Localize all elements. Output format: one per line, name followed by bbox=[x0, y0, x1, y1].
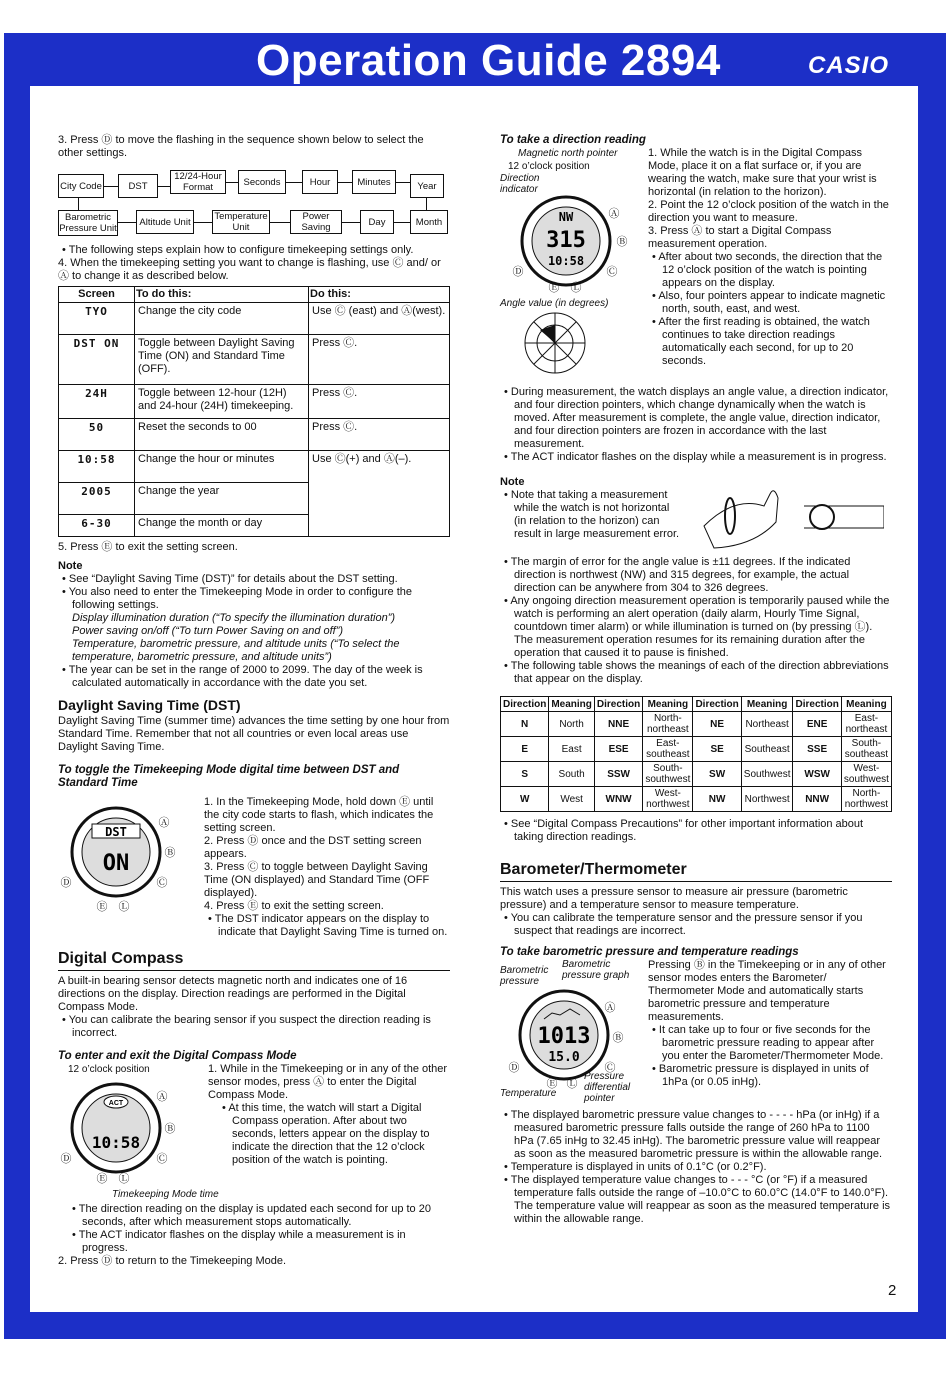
note-item: • Note that taking a measurement while the watch is not horizontal (in relation to the horizon) can result in large measurement error. bbox=[504, 489, 680, 540]
note-text: You also need to enter the Timekeeping Mode in order to configure the following settings. bbox=[68, 586, 412, 611]
label-baro-graph: Barometric pressure graph bbox=[562, 959, 630, 981]
flow-pressure-unit: Barometric Pressure Unit bbox=[59, 212, 117, 234]
direction-meaning-cell: Northeast bbox=[741, 712, 793, 737]
svg-text:Ⓓ: Ⓓ bbox=[60, 1153, 72, 1165]
flow-city-code: City Code bbox=[58, 174, 104, 198]
flow-arrow bbox=[194, 222, 212, 223]
svg-text:DST: DST bbox=[105, 825, 127, 839]
svg-text:10:58: 10:58 bbox=[91, 1133, 141, 1152]
watch-icon bbox=[500, 195, 638, 293]
baro-section bbox=[500, 959, 892, 1109]
flow-arrow bbox=[104, 186, 118, 187]
direction-section bbox=[500, 147, 892, 380]
flow-arrow bbox=[226, 182, 238, 183]
direction-meaning-cell: Meaning bbox=[741, 697, 793, 712]
svg-text:Ⓛ: Ⓛ bbox=[118, 901, 130, 913]
enter-bullet: • The ACT indicator flashes on the display while a measurement is in progress. bbox=[72, 1229, 406, 1254]
svg-text:Ⓑ: Ⓑ bbox=[164, 847, 176, 859]
note-italic: Power saving on/off (“To turn Power Saving on and off”) bbox=[72, 625, 344, 637]
direction-code-cell: ESE bbox=[594, 737, 642, 762]
screen-cell: 50 bbox=[59, 419, 135, 451]
dst-section bbox=[58, 796, 450, 939]
svg-text:Ⓔ: Ⓔ bbox=[96, 901, 108, 913]
baro-more-text: The displayed temperature value changes to - - - °C (or °F) if a measured temperature falls outside the range of –10.0°C to 60.0°C (14.0°F to 140.0°F). The temperature value will reappear as soon as the measured temperature is within the allowable range. bbox=[510, 1174, 891, 1225]
enter-section bbox=[58, 1063, 450, 1201]
direction-meaning-cell: Northwest bbox=[741, 787, 793, 812]
note-item: • The year can be set in the range of 2000 to 2099. The day of the week is calculated automatically in accordance with the date you set. bbox=[62, 664, 423, 689]
note-label: Note bbox=[58, 560, 83, 572]
table-row bbox=[59, 303, 450, 335]
direction-step: 1. While the watch is in the Digital Compass Mode, place it on a flat surface or, if you are wearing the watch, make sure that your wrist is horizontal (in relation to the horizon). bbox=[648, 147, 877, 198]
baro-reading-heading: To take barometric pressure and temperature readings bbox=[500, 946, 799, 958]
left-column bbox=[58, 134, 450, 1268]
act-bullet: • The ACT indicator flashes on the display while a measurement is in progress. bbox=[504, 451, 887, 463]
screen-cell: 6-30 bbox=[59, 515, 135, 537]
screen-cell: TYO bbox=[59, 303, 135, 335]
dst-step: 2. Press Ⓓ once and the DST setting screen appears. bbox=[204, 835, 422, 860]
direction-code-cell: W bbox=[501, 787, 549, 812]
table-row bbox=[501, 787, 892, 812]
page-number: 2 bbox=[888, 1282, 897, 1299]
direction-meaning-cell: North bbox=[549, 712, 595, 737]
direction-meaning-cell: East bbox=[549, 737, 595, 762]
direction-table-body bbox=[501, 697, 892, 812]
svg-text:Ⓛ: Ⓛ bbox=[570, 282, 582, 293]
direction-code-cell: SW bbox=[693, 762, 741, 787]
baro-more-bullet: • Temperature is displayed in units of 0.1°C (or 0.2°F). bbox=[504, 1161, 767, 1173]
enter-bullet-text: The ACT indicator flashes on the display while a measurement is in progress. bbox=[78, 1229, 406, 1254]
flow-arrow bbox=[396, 182, 410, 183]
svg-text:ON: ON bbox=[102, 851, 130, 876]
dst-steps bbox=[198, 796, 450, 939]
table-row bbox=[501, 737, 892, 762]
note-text: Note that taking a measurement while the watch is not horizontal (in relation to the horizon) can result in large measurement error. bbox=[510, 489, 680, 540]
barometer-bullet: • You can calibrate the temperature sensor and the pressure sensor if you suspect that readings are incorrect. bbox=[504, 912, 863, 937]
label-12-oclock: 12 o’clock position bbox=[508, 161, 590, 172]
svg-text:Ⓓ: Ⓓ bbox=[508, 1062, 520, 1074]
watch-icon bbox=[58, 796, 188, 916]
flow-arrow bbox=[78, 198, 79, 210]
direction-meaning-cell: South bbox=[549, 762, 595, 787]
direction-heading: To take a direction reading bbox=[500, 134, 646, 146]
direction-meaning-cell: Southwest bbox=[741, 762, 793, 787]
flow-arrow bbox=[270, 222, 290, 223]
direction-header-row bbox=[501, 697, 892, 712]
direction-meaning-cell: Meaning bbox=[549, 697, 595, 712]
screen-cell: DST ON bbox=[59, 335, 135, 385]
setting-sequence-diagram bbox=[58, 166, 450, 240]
timekeeping-settings-table bbox=[58, 286, 450, 537]
direction-meaning-cell: South-southeast bbox=[841, 737, 891, 762]
note-item: • You also need to enter the Timekeeping Mode in order to configure the following settings. bbox=[62, 586, 412, 611]
note-italic: Display illumination duration (“To specify the illumination duration”) bbox=[72, 612, 396, 624]
dothis-cell: Press Ⓒ. bbox=[309, 385, 450, 419]
flow-arrow bbox=[118, 222, 136, 223]
direction-meaning-cell: Meaning bbox=[643, 697, 693, 712]
barometer-body: This watch uses a pressure sensor to measure air pressure (barometric pressure) and a temperature sensor to measure temperature. bbox=[500, 886, 848, 911]
paused-bullet: • Any ongoing direction measurement operation is temporarily paused while the watch is performing an alert operation (daily alarm, Hourly Time Signal, countdown timer alarm) or while illumination is turned on (by pressing Ⓛ). The measurement operation resumes for its remaining duration after the operation that caused it to pause is finished. bbox=[504, 595, 890, 659]
enter-heading: To enter and exit the Digital Compass Mode bbox=[58, 1050, 297, 1062]
enter-bullet-text: The direction reading on the display is updated each second for up to 20 seconds, after which measurement stops automatically. bbox=[78, 1203, 431, 1228]
label-baro-pressure: Barometric pressure bbox=[500, 965, 549, 987]
direction-code-cell: S bbox=[501, 762, 549, 787]
col-screen: Screen bbox=[59, 287, 135, 303]
todo-cell: Change the city code bbox=[135, 303, 309, 335]
direction-code-cell: Direction bbox=[501, 697, 549, 712]
svg-text:Ⓐ: Ⓐ bbox=[156, 1091, 168, 1103]
flow-12-24: 12/24-Hour Format bbox=[170, 170, 226, 194]
flow-arrow bbox=[394, 222, 410, 223]
compass-bullet: • You can calibrate the bearing sensor if you suspect the direction reading is incorrect. bbox=[62, 1014, 431, 1039]
watch-icon bbox=[58, 1076, 188, 1184]
dothis-cell: Press Ⓒ. bbox=[309, 419, 450, 451]
direction-code-cell: SSE bbox=[793, 737, 841, 762]
flow-temperature-unit: Temperature Unit bbox=[212, 210, 270, 234]
baro-text: Pressing Ⓑ in the Timekeeping or in any of other sensor modes enters the Barometer/ Thermometer Mode and automatically starts barometric pressure and temperature measurements. bbox=[648, 959, 886, 1023]
casio-logo: CASIO bbox=[808, 52, 890, 79]
direction-step: 2. Point the 12 o’clock position of the watch in the direction you want to measure. bbox=[648, 199, 889, 224]
right-column bbox=[500, 134, 892, 1226]
enter-step: 1. While in the Timekeeping or in any of the other sensor modes, press Ⓐ to enter the Digital Compass Mode. bbox=[208, 1063, 448, 1101]
label-angle-value: Angle value (in degrees) bbox=[500, 298, 609, 309]
direction-code-cell: SSW bbox=[594, 762, 642, 787]
label-pressure-pointer: Pressure differential pointer bbox=[584, 1071, 631, 1104]
col-dothis: Do this: bbox=[309, 287, 450, 303]
flow-month: Month bbox=[410, 210, 448, 234]
direction-meaning-cell: East-southeast bbox=[643, 737, 693, 762]
see-text: See “Digital Compass Precautions” for other important information about taking direction readings. bbox=[510, 818, 864, 843]
svg-text:Ⓛ: Ⓛ bbox=[566, 1078, 578, 1089]
compass-heading: Digital Compass bbox=[58, 949, 450, 971]
compass-rose-icon bbox=[500, 310, 610, 376]
direction-code-cell: N bbox=[501, 712, 549, 737]
svg-text:ACT: ACT bbox=[108, 1100, 124, 1107]
direction-code-cell: Direction bbox=[693, 697, 741, 712]
enter-step-text: At this time, the watch will start a Digital Compass operation. After about two seconds, letters appear on the display to indicate the direction that the 12 o’clock position of the watch is pointing. bbox=[228, 1102, 430, 1166]
table-row bbox=[59, 419, 450, 451]
note-label: Note bbox=[500, 476, 525, 488]
direction-code-cell: E bbox=[501, 737, 549, 762]
paused-text: Any ongoing direction measurement operation is temporarily paused while the watch is performing an alert operation (daily alarm, Hourly Time Signal, countdown timer alarm) or while illumination is turned on (by pressing Ⓛ). The measurement operation resumes for its remaining duration after the operation that caused it to pause is finished. bbox=[510, 595, 890, 659]
flow-arrow bbox=[426, 198, 427, 210]
svg-text:Ⓑ: Ⓑ bbox=[164, 1123, 176, 1135]
table-header-row bbox=[59, 287, 450, 303]
note-section bbox=[500, 476, 892, 556]
flow-note: • The following steps explain how to configure timekeeping settings only. bbox=[62, 244, 414, 256]
label-timekeeping-time: Timekeeping Mode time bbox=[112, 1189, 219, 1200]
svg-text:1013: 1013 bbox=[537, 1024, 591, 1049]
direction-step: 3. Press Ⓐ to start a Digital Compass measurement operation. bbox=[648, 225, 832, 250]
direction-bullet: • After about two seconds, the direction that the 12 o’clock position of the watch is pointing appears on the display. bbox=[652, 251, 883, 289]
svg-text:Ⓐ: Ⓐ bbox=[604, 1002, 616, 1014]
dst-heading: Daylight Saving Time (DST) bbox=[58, 697, 241, 713]
svg-text:Ⓒ: Ⓒ bbox=[156, 1153, 168, 1165]
svg-text:Ⓔ: Ⓔ bbox=[548, 282, 560, 293]
direction-table bbox=[500, 696, 892, 812]
direction-meaning-cell: West bbox=[549, 787, 595, 812]
svg-text:Ⓓ: Ⓓ bbox=[60, 877, 72, 889]
direction-code-cell: SE bbox=[693, 737, 741, 762]
step-5: 5. Press Ⓔ to exit the setting screen. bbox=[58, 541, 238, 553]
svg-text:Ⓒ: Ⓒ bbox=[606, 266, 618, 278]
direction-steps bbox=[648, 147, 892, 380]
todo-cell: Toggle between 12-hour (12H) and 24-hour (24H) timekeeping. bbox=[135, 385, 309, 419]
svg-text:15.0: 15.0 bbox=[548, 1050, 580, 1065]
dst-step: 3. Press Ⓒ to toggle between Daylight Saving Time (ON displayed) and Standard Time (OFF displayed). bbox=[204, 861, 430, 899]
direction-meaning-cell: Southeast bbox=[741, 737, 793, 762]
note-text: See “Daylight Saving Time (DST)” for details about the DST setting. bbox=[68, 573, 398, 585]
during-bullet: • During measurement, the watch displays an angle value, a direction indicator, and four direction pointers, which change dynamically when the watch is moved. After measurement is complete, the angle value, direction indicator, and four direction pointers are frozen in accordance with the last measurement. bbox=[504, 386, 889, 450]
direction-code-cell: NNW bbox=[793, 787, 841, 812]
direction-code-cell: NW bbox=[693, 787, 741, 812]
baro-bullet-text: Barometric pressure is displayed in units of 1hPa (or 0.05 inHg). bbox=[658, 1063, 869, 1088]
direction-bullet-text: After the first reading is obtained, the watch continues to take direction readings automatically each second, for up to 20 seconds. bbox=[658, 316, 870, 367]
dst-step: 4. Press Ⓔ to exit the setting screen. bbox=[204, 900, 384, 912]
flow-arrow bbox=[338, 182, 352, 183]
note-item: • See “Daylight Saving Time (DST)” for details about the DST setting. bbox=[62, 573, 398, 585]
direction-code-cell: WSW bbox=[793, 762, 841, 787]
table-row bbox=[59, 451, 450, 483]
direction-meaning-cell: West-northwest bbox=[643, 787, 693, 812]
table-intro-text: The following table shows the meanings of each of the direction abbreviations that appear on the display. bbox=[510, 660, 889, 685]
flow-seconds: Seconds bbox=[238, 170, 286, 194]
col-todo: To do this: bbox=[135, 287, 309, 303]
svg-text:Ⓔ: Ⓔ bbox=[546, 1078, 558, 1089]
dst-toggle-heading: To toggle the Timekeeping Mode digital time between DST and Standard Time bbox=[58, 764, 400, 789]
page-title: Operation Guide 2894 bbox=[256, 36, 721, 85]
compass-watch-figure bbox=[58, 1063, 219, 1201]
flow-power-saving: Power Saving bbox=[290, 210, 342, 234]
enter-step: • At this time, the watch will start a Digital Compass operation. After about two seconds, letters appear on the display to indicate the direction that the 12 o’clock position of the watch is pointing. bbox=[222, 1102, 430, 1166]
dst-step-text: The DST indicator appears on the display to indicate that Daylight Saving Time is turned on. bbox=[214, 913, 448, 938]
compass-bullet-text: You can calibrate the bearing sensor if you suspect the direction reading is incorrect. bbox=[68, 1014, 431, 1039]
direction-code-cell: NE bbox=[693, 712, 741, 737]
svg-text:10:58: 10:58 bbox=[547, 254, 585, 268]
flow-dst: DST bbox=[118, 174, 158, 198]
direction-bullet-text: After about two seconds, the direction that the 12 o’clock position of the watch is pointing appears on the display. bbox=[658, 251, 883, 289]
baro-text-block bbox=[648, 959, 892, 1109]
flow-altitude-unit: Altitude Unit bbox=[136, 210, 194, 234]
dst-step: 1. In the Timekeeping Mode, hold down Ⓔ until the city code starts to flash, which indicates the setting screen. bbox=[204, 796, 434, 834]
note-text: The year can be set in the range of 2000 to 2099. The day of the week is calculated automatically in accordance with the date you set. bbox=[68, 664, 423, 689]
enter-bullet: • The direction reading on the display is updated each second for up to 20 seconds, after which measurement stops automatically. bbox=[72, 1203, 431, 1228]
flow-minutes: Minutes bbox=[352, 170, 396, 194]
todo-cell: Reset the seconds to 00 bbox=[135, 419, 309, 451]
direction-bullet: • Also, four pointers appear to indicate magnetic north, south, east, and west. bbox=[652, 290, 886, 315]
flow-year: Year bbox=[410, 174, 444, 198]
svg-text:Ⓓ: Ⓓ bbox=[512, 266, 524, 278]
todo-cell: Toggle between Daylight Saving Time (ON) and Standard Time (OFF). bbox=[135, 335, 309, 385]
label-12-oclock: 12 o’clock position bbox=[68, 1064, 150, 1075]
svg-text:Ⓐ: Ⓐ bbox=[608, 208, 620, 220]
baro-watch-figure bbox=[500, 959, 638, 1109]
baro-more-text: Temperature is displayed in units of 0.1°C (or 0.2°F). bbox=[510, 1161, 767, 1173]
flow-hour: Hour bbox=[302, 170, 338, 194]
direction-meaning-cell: West-southwest bbox=[841, 762, 891, 787]
direction-bullet: • After the first reading is obtained, the watch continues to take direction readings automatically each second, for up to 20 seconds. bbox=[652, 316, 870, 367]
screen-cell: 2005 bbox=[59, 483, 135, 515]
baro-bullet: • Barometric pressure is displayed in units of 1hPa (or 0.05 inHg). bbox=[652, 1063, 869, 1088]
svg-text:Ⓒ: Ⓒ bbox=[604, 1062, 616, 1074]
flow-arrow bbox=[286, 182, 302, 183]
table-row bbox=[501, 712, 892, 737]
direction-code-cell: Direction bbox=[594, 697, 642, 712]
see-bullet: • See “Digital Compass Precautions” for other important information about taking direction readings. bbox=[504, 818, 864, 843]
enter-step-2: 2. Press Ⓓ to return to the Timekeeping Mode. bbox=[58, 1255, 287, 1267]
direction-meaning-cell: East-northeast bbox=[841, 712, 891, 737]
direction-code-cell: ENE bbox=[793, 712, 841, 737]
table-intro-bullet: • The following table shows the meanings of each of the direction abbreviations that appear on the display. bbox=[504, 660, 889, 685]
svg-text:315: 315 bbox=[546, 228, 586, 253]
table-row bbox=[59, 385, 450, 419]
todo-cell: Change the month or day bbox=[135, 515, 309, 537]
barometer-heading: Barometer/Thermometer bbox=[500, 860, 892, 882]
note-italic: Temperature, barometric pressure, and altitude units (“To select the temperature, barometric pressure, and altitude units”) bbox=[72, 638, 400, 663]
direction-watch-figure bbox=[500, 147, 638, 380]
hand-tilt-illustration-icon bbox=[694, 476, 884, 554]
direction-meaning-cell: Meaning bbox=[841, 697, 891, 712]
todo-cell: Change the year bbox=[135, 483, 309, 515]
direction-code-cell: WNW bbox=[594, 787, 642, 812]
svg-text:Ⓒ: Ⓒ bbox=[156, 877, 168, 889]
flow-arrow bbox=[158, 186, 170, 187]
direction-meaning-cell: North-northwest bbox=[841, 787, 891, 812]
dst-step: • The DST indicator appears on the display to indicate that Daylight Saving Time is turned on. bbox=[208, 913, 448, 938]
todo-cell: Change the hour or minutes bbox=[135, 451, 309, 483]
direction-code-cell: Direction bbox=[793, 697, 841, 712]
svg-text:Ⓐ: Ⓐ bbox=[158, 817, 170, 829]
baro-bullet: • It can take up to four or five seconds for the barometric pressure reading to appear after you enter the Barometer/Thermometer Mode. bbox=[652, 1024, 884, 1062]
dst-watch-figure bbox=[58, 796, 188, 939]
dothis-cell: Press Ⓒ. bbox=[309, 335, 450, 385]
label-direction-indicator: Direction indicator bbox=[500, 173, 540, 195]
dst-body: Daylight Saving Time (summer time) advances the time setting by one hour from Standard Time. Remember that not all countries or even local areas use Daylight Saving Time. bbox=[58, 715, 450, 753]
enter-steps bbox=[208, 1063, 450, 1201]
during-text: During measurement, the watch displays an angle value, a direction indicator, and four direction pointers, which change dynamically when the watch is moved. After measurement is complete, the angle value, direction indicator, and four direction pointers are frozen in accordance with the last measurement. bbox=[510, 386, 889, 450]
baro-bullet-text: It can take up to four or five seconds for the barometric pressure reading to appear after you enter the Barometer/Thermometer Mode. bbox=[658, 1024, 884, 1062]
step-3: 3. Press Ⓓ to move the flashing in the sequence shown below to select the other settings. bbox=[58, 134, 424, 159]
step-4: 4. When the timekeeping setting you want to change is flashing, use Ⓒ and/ or Ⓐ to change it as described below. bbox=[58, 257, 441, 282]
direction-code-cell: NNE bbox=[594, 712, 642, 737]
flow-note-text: The following steps explain how to configure timekeeping settings only. bbox=[68, 244, 414, 256]
screen-cell: 24H bbox=[59, 385, 135, 419]
table-row bbox=[501, 762, 892, 787]
dothis-cell: Use Ⓒ (east) and Ⓐ(west). bbox=[309, 303, 450, 335]
label-magnetic-north: Magnetic north pointer bbox=[518, 148, 618, 159]
label-temperature: Temperature bbox=[500, 1088, 557, 1099]
svg-text:Ⓛ: Ⓛ bbox=[118, 1173, 130, 1184]
dothis-cell: Use Ⓒ(+) and Ⓐ(–). bbox=[309, 451, 450, 537]
direction-meaning-cell: South-southwest bbox=[643, 762, 693, 787]
barometer-bullet-text: You can calibrate the temperature sensor and the pressure sensor if you suspect that readings are incorrect. bbox=[510, 912, 863, 937]
baro-more-bullet: • The displayed barometric pressure value changes to - - - - hPa (or inHg) if a measured barometric pressure falls outside the range of 260 hPa to 1100 hPa (7.65 inHg to 32.45 inHg). The barometric pressure value will reappear as soon as the measured barometric pressure is within the allowable range. bbox=[504, 1109, 883, 1160]
svg-text:Ⓑ: Ⓑ bbox=[612, 1032, 624, 1044]
direction-meaning-cell: North-northeast bbox=[643, 712, 693, 737]
baro-more-text: The displayed barometric pressure value changes to - - - - hPa (or inHg) if a measured barometric pressure falls outside the range of 260 hPa to 1100 hPa (7.65 inHg to 32.45 inHg). The barometric pressure value will reappear as soon as the measured barometric pressure is within the allowable range. bbox=[510, 1109, 883, 1160]
compass-body: A built-in bearing sensor detects magnetic north and indicates one of 16 directions on the display. Direction readings are performed in the Digital Compass Mode. bbox=[58, 975, 408, 1013]
flow-arrow bbox=[342, 222, 360, 223]
margin-bullet: • The margin of error for the angle value is ±11 degrees. If the indicated direction is northwest (NW) and 315 degrees, for example, the actual direction can be anywhere from 304 to 326 degrees. bbox=[504, 556, 851, 594]
table-row bbox=[59, 335, 450, 385]
flow-day: Day bbox=[360, 210, 394, 234]
svg-text:NW: NW bbox=[558, 210, 574, 224]
act-text: The ACT indicator flashes on the display while a measurement is in progress. bbox=[510, 451, 887, 463]
baro-more-bullet: • The displayed temperature value changes to - - - °C (or °F) if a measured temperature falls outside the range of –10.0°C to 60.0°C (14.0°F to 140.0°F). The temperature value will reappear as soon as the measured temperature is within the allowable range. bbox=[504, 1174, 891, 1225]
svg-text:Ⓔ: Ⓔ bbox=[96, 1173, 108, 1184]
svg-text:Ⓑ: Ⓑ bbox=[616, 236, 628, 248]
screen-cell: 10:58 bbox=[59, 451, 135, 483]
note-block bbox=[500, 476, 684, 556]
direction-bullet-text: Also, four pointers appear to indicate magnetic north, south, east, and west. bbox=[658, 290, 886, 315]
margin-text: The margin of error for the angle value is ±11 degrees. If the indicated direction is northwest (NW) and 315 degrees, for example, the actual direction can be anywhere from 304 to 326 degrees. bbox=[510, 556, 851, 594]
